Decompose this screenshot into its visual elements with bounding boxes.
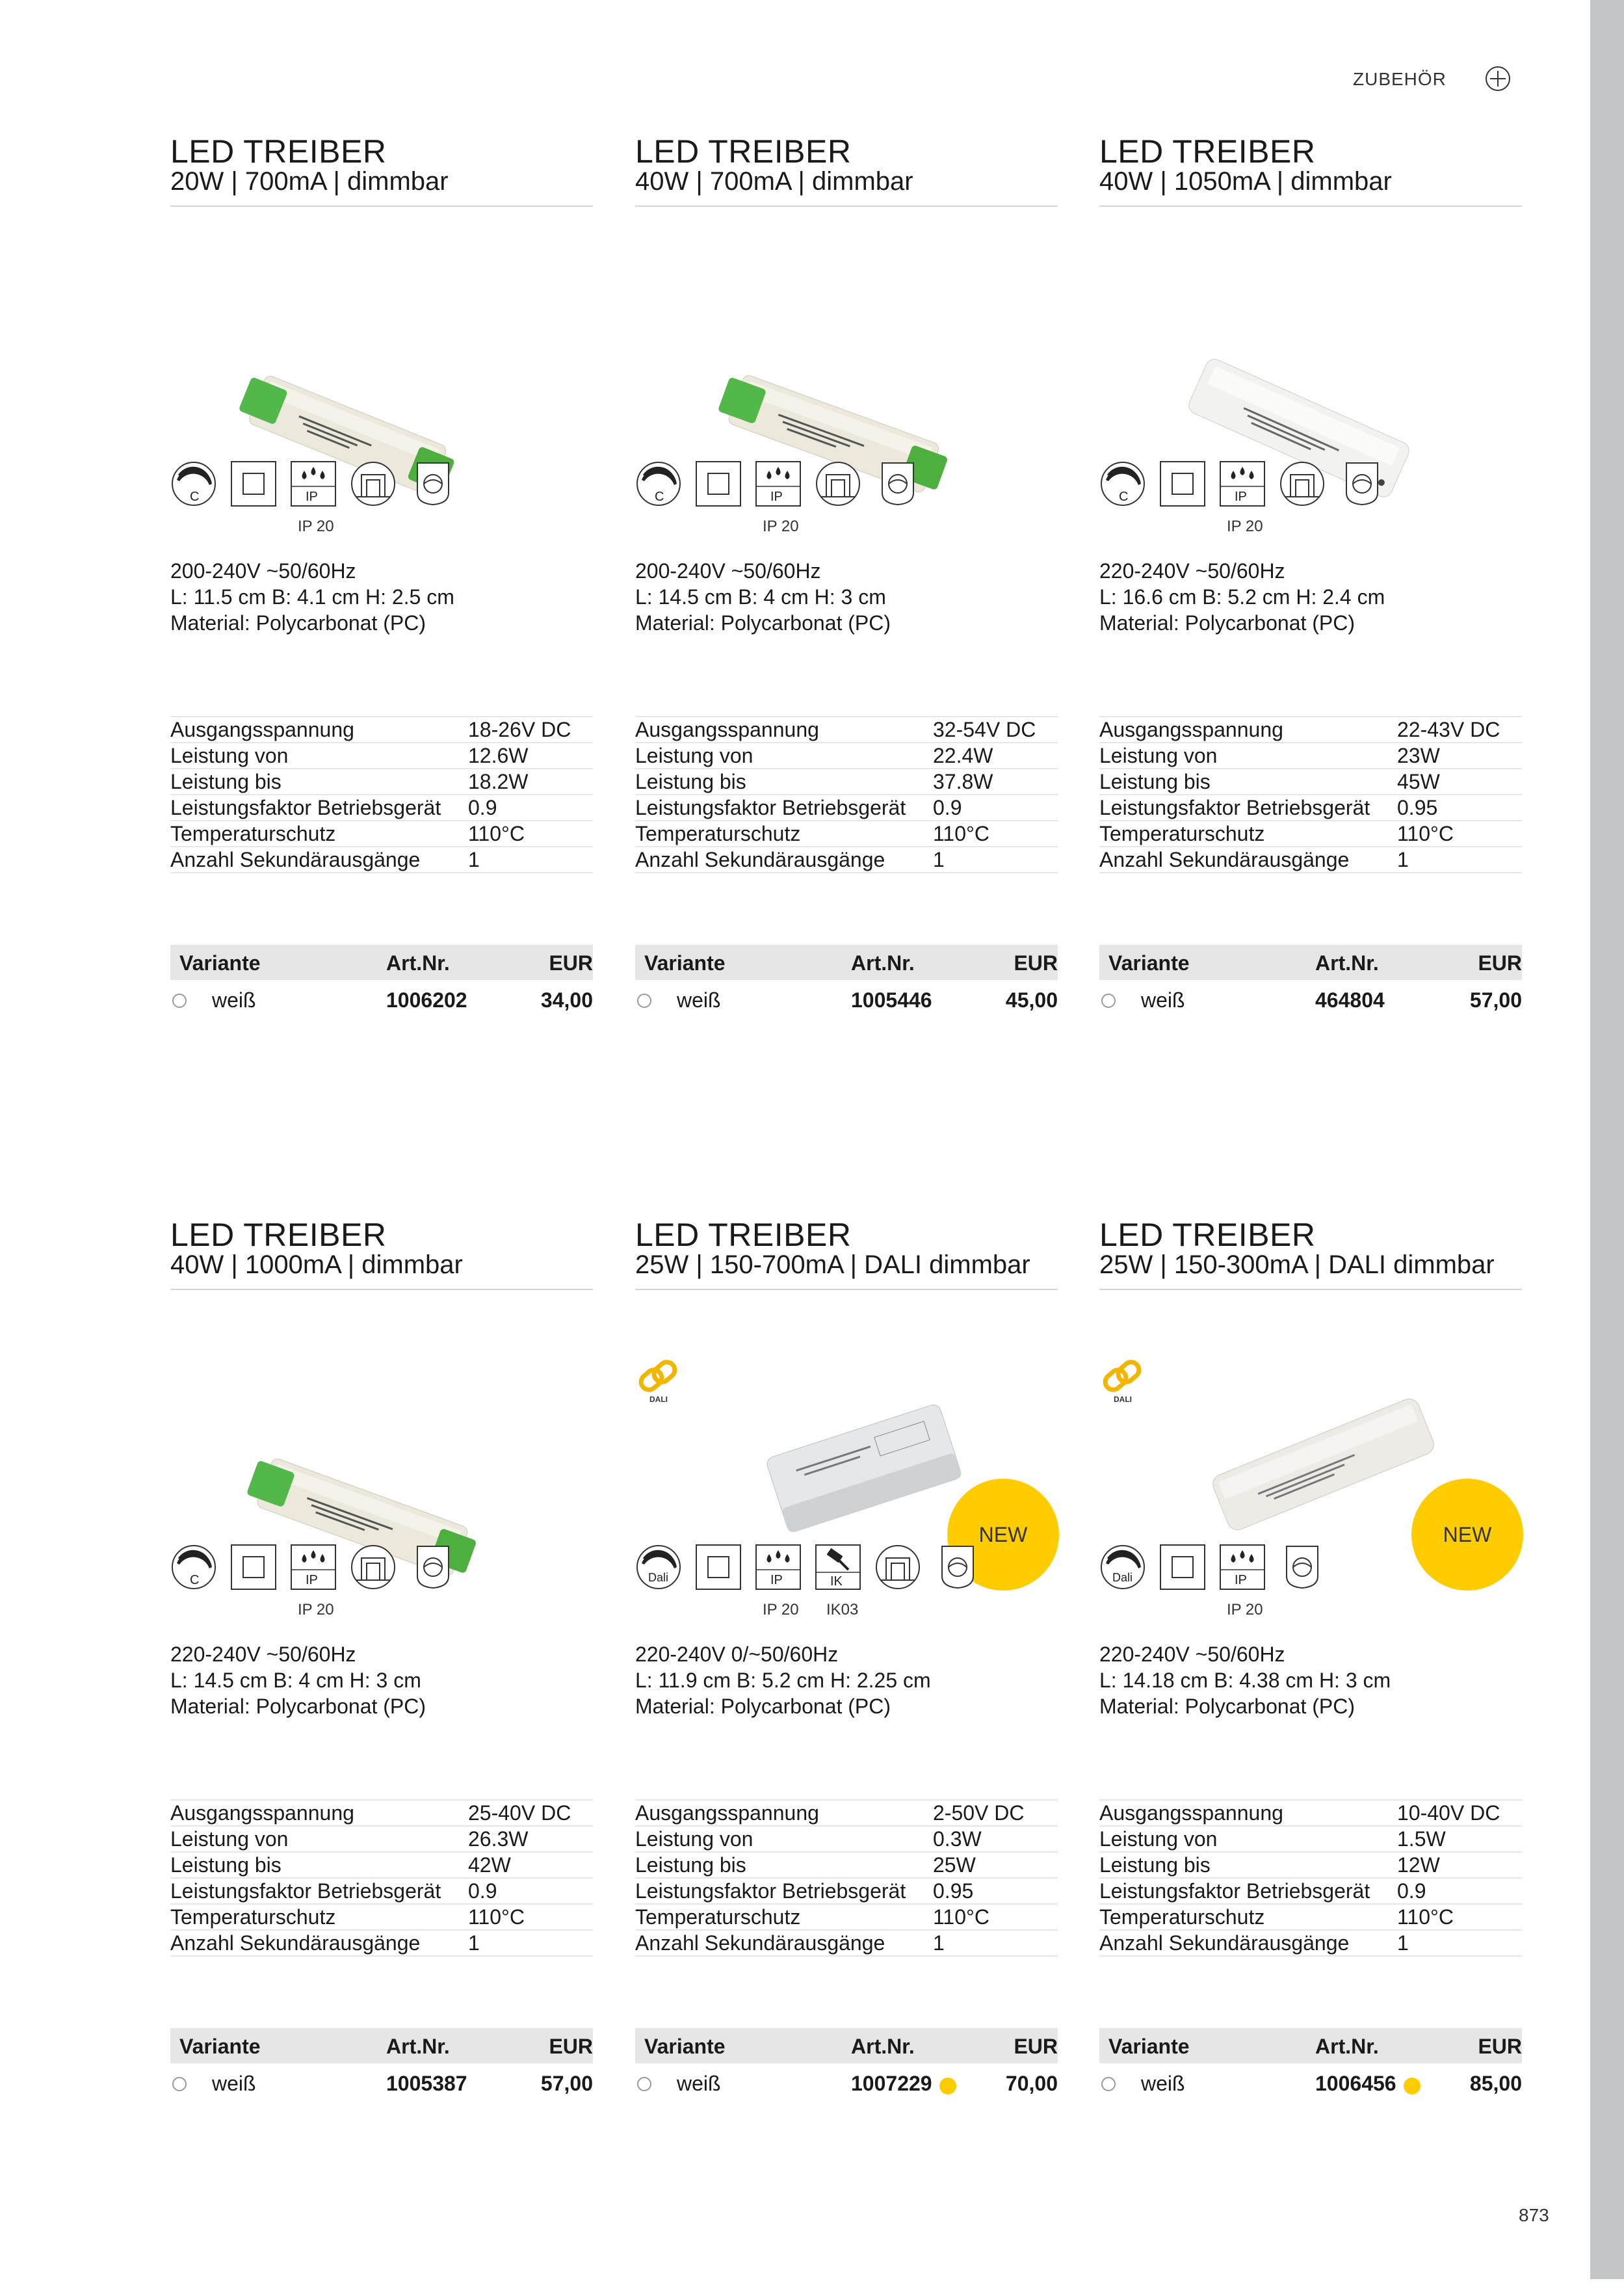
spec-material: Material: Polycarbonat (PC): [170, 611, 426, 635]
mounting-icon: [874, 1544, 921, 1591]
table-row: [1099, 1878, 1522, 1904]
spec-voltage: 220-240V ~50/60Hz: [1099, 1643, 1285, 1666]
icon-row: [1099, 1544, 1522, 1622]
table-row: [635, 847, 1058, 873]
spec-key: Leistung bis: [1099, 769, 1397, 795]
artnr-col-label: Art.Nr.: [851, 951, 915, 975]
variant-header: [635, 2028, 1058, 2063]
spec-lines: [1099, 1641, 1391, 1719]
spec-key: Leistungsfaktor Betriebsgerät: [170, 795, 468, 821]
spec-key: Leistung von: [170, 743, 468, 769]
spec-key: Leistung bis: [1099, 1852, 1397, 1878]
spec-table: [1099, 716, 1522, 873]
table-row: [635, 717, 1058, 743]
spec-key: Leistung von: [170, 1826, 468, 1852]
spec-value: 1.5W: [1397, 1826, 1522, 1852]
spec-value: 22.4W: [933, 743, 1058, 769]
variant-name: weiß: [1141, 2072, 1185, 2095]
protection-class-2-icon: [230, 460, 277, 507]
variant-radio[interactable]: [1101, 994, 1116, 1008]
spec-value: 0.9: [468, 1878, 593, 1904]
variant-row[interactable]: [1099, 2065, 1522, 2098]
dimmable-icon: [1099, 460, 1146, 507]
spec-value: 2-50V DC: [933, 1800, 1058, 1826]
new-badge: NEW: [1411, 1479, 1523, 1591]
product-title: LED TREIBER: [1099, 133, 1316, 170]
ip-rating-icon: [755, 1544, 802, 1591]
protection-class-2-icon: [230, 1544, 277, 1591]
variant-header: [170, 945, 593, 980]
ip-label: IP: [770, 1573, 783, 1587]
ip-label: IP: [306, 1573, 318, 1587]
spec-material: Material: Polycarbonat (PC): [1099, 1695, 1356, 1718]
spec-dimensions: L: 14.5 cm B: 4 cm H: 3 cm: [635, 585, 886, 609]
table-row: [1099, 743, 1522, 769]
spec-table: [1099, 1799, 1522, 1957]
spec-key: Temperaturschutz: [1099, 1904, 1397, 1930]
variant-radio[interactable]: [637, 994, 651, 1008]
eur-col-label: EUR: [1478, 951, 1522, 975]
variant-header: [1099, 945, 1522, 980]
table-row: [635, 1826, 1058, 1852]
spec-value: 18.2W: [468, 769, 593, 795]
article-number: 1005446: [851, 988, 932, 1012]
variant-radio[interactable]: [1101, 2077, 1116, 2091]
icon-row: [170, 460, 593, 538]
thermal-protection-icon: [1279, 1544, 1326, 1591]
spec-dimensions: L: 14.5 cm B: 4 cm H: 3 cm: [170, 1669, 421, 1692]
mounting-icon: [350, 1544, 397, 1591]
spec-key: Leistung von: [1099, 1826, 1397, 1852]
impact-rating-icon: [815, 1544, 861, 1591]
spec-key: Ausgangsspannung: [170, 717, 468, 743]
spec-key: Leistung bis: [170, 1852, 468, 1878]
dimmer-label: C: [655, 490, 664, 504]
table-row: [635, 1878, 1058, 1904]
eur-col-label: EUR: [1014, 951, 1058, 975]
spec-value: 110°C: [1397, 821, 1522, 847]
spec-value: 0.3W: [933, 1826, 1058, 1852]
spec-key: Ausgangsspannung: [635, 717, 933, 743]
spec-value: 0.95: [1397, 795, 1522, 821]
spec-key: Leistungsfaktor Betriebsgerät: [635, 1878, 933, 1904]
ip-rating-icon: [755, 460, 802, 507]
spec-key: Leistung von: [1099, 743, 1397, 769]
thermal-protection-icon: [410, 1544, 456, 1591]
spec-key: Temperaturschutz: [170, 821, 468, 847]
ip-rating-icon: [290, 1544, 337, 1591]
ip-label: IP: [1235, 490, 1247, 504]
spec-value: 1: [1397, 847, 1522, 873]
spec-table: [635, 1799, 1058, 1957]
product-card: [635, 135, 1058, 1202]
article-number: 1006202: [386, 988, 467, 1012]
spec-key: Anzahl Sekundärausgänge: [170, 1930, 468, 1956]
product-card: [170, 1219, 593, 2285]
price: 45,00: [1005, 988, 1058, 1012]
spec-value: 1: [468, 1930, 593, 1956]
table-row: [170, 1800, 593, 1826]
new-indicator-dot: [939, 2078, 956, 2094]
spec-value: 37.8W: [933, 769, 1058, 795]
product-card: [1099, 135, 1522, 1202]
variant-radio[interactable]: [172, 2077, 187, 2091]
table-row: [635, 1930, 1058, 1956]
plus-circle-icon[interactable]: [1485, 66, 1511, 92]
article-number: 1005387: [386, 2072, 467, 2095]
spec-voltage: 220-240V ~50/60Hz: [1099, 559, 1285, 583]
table-row: [170, 1852, 593, 1878]
spec-key: Leistung bis: [170, 769, 468, 795]
price: 70,00: [1005, 2072, 1058, 2095]
thermal-protection-icon: [410, 460, 456, 507]
ip-label: IP: [1235, 1573, 1247, 1587]
ip-label: IP: [306, 490, 318, 504]
icon-row: [170, 1544, 593, 1622]
variant-row[interactable]: [635, 982, 1058, 1014]
product-subtitle: 25W | 150-300mA | DALI dimmbar: [1099, 1251, 1522, 1290]
table-row: [170, 795, 593, 821]
spec-key: Leistungsfaktor Betriebsgerät: [1099, 795, 1397, 821]
ip-caption: IP 20: [763, 1601, 799, 1618]
variant-name: weiß: [212, 2072, 256, 2095]
spec-material: Material: Polycarbonat (PC): [1099, 611, 1356, 635]
table-row: [1099, 1930, 1522, 1956]
spec-lines: [170, 1641, 426, 1719]
table-row: [635, 1852, 1058, 1878]
spec-key: Temperaturschutz: [635, 821, 933, 847]
variant-row[interactable]: [170, 2065, 593, 2098]
article-number: 464804: [1315, 988, 1385, 1012]
variant-col-label: Variante: [179, 2035, 261, 2058]
price: 34,00: [540, 988, 593, 1012]
artnr-col-label: Art.Nr.: [1315, 2035, 1379, 2058]
table-row: [1099, 717, 1522, 743]
dimmer-label: Dali: [648, 1571, 669, 1584]
spec-value: 23W: [1397, 743, 1522, 769]
spec-key: Leistung bis: [635, 769, 933, 795]
variant-row[interactable]: [1099, 982, 1522, 1014]
table-row: [1099, 1904, 1522, 1930]
dimmer-label: C: [1119, 490, 1129, 504]
spec-material: Material: Polycarbonat (PC): [635, 611, 891, 635]
ip-caption: IP 20: [298, 518, 334, 535]
spec-key: Ausgangsspannung: [635, 1800, 933, 1826]
icon-row: [635, 460, 1058, 538]
product-title: LED TREIBER: [635, 1217, 852, 1253]
spec-key: Anzahl Sekundärausgänge: [170, 847, 468, 873]
dimmable-icon: [170, 1544, 217, 1591]
spec-key: Leistungsfaktor Betriebsgerät: [1099, 1878, 1397, 1904]
spec-value: 0.95: [933, 1878, 1058, 1904]
spec-value: 32-54V DC: [933, 717, 1058, 743]
ip-label: IP: [770, 490, 783, 504]
spec-key: Leistungsfaktor Betriebsgerät: [170, 1878, 468, 1904]
dimmable-icon: [170, 460, 217, 507]
spec-value: 26.3W: [468, 1826, 593, 1852]
spec-value: 25-40V DC: [468, 1800, 593, 1826]
spec-key: Temperaturschutz: [635, 1904, 933, 1930]
dali-dimmable-icon: [1099, 1544, 1146, 1591]
variant-row[interactable]: [635, 2065, 1058, 2098]
artnr-col-label: Art.Nr.: [851, 2035, 915, 2058]
ip-rating-icon: [290, 460, 337, 507]
spec-value: 12W: [1397, 1852, 1522, 1878]
table-row: [635, 821, 1058, 847]
spec-key: Anzahl Sekundärausgänge: [635, 847, 933, 873]
table-row: [1099, 1852, 1522, 1878]
eur-col-label: EUR: [1014, 2035, 1058, 2058]
variant-col-label: Variante: [644, 2035, 726, 2058]
spec-value: 110°C: [468, 821, 593, 847]
ip-caption: IP 20: [298, 1601, 334, 1618]
spec-value: 18-26V DC: [468, 717, 593, 743]
table-row: [635, 1904, 1058, 1930]
variant-name: weiß: [212, 988, 256, 1012]
dali-logo-text: DALI: [1114, 1395, 1132, 1404]
spec-key: Temperaturschutz: [1099, 821, 1397, 847]
icon-row: [635, 1544, 1058, 1622]
spec-value: 42W: [468, 1852, 593, 1878]
spec-table: [170, 716, 593, 873]
page-number: 873: [1519, 2205, 1549, 2225]
spec-value: 0.9: [1397, 1878, 1522, 1904]
table-row: [1099, 847, 1522, 873]
spec-value: 0.9: [933, 795, 1058, 821]
product-subtitle: 40W | 700mA | dimmbar: [635, 168, 1058, 207]
product-title: LED TREIBER: [635, 133, 852, 170]
table-row: [1099, 769, 1522, 795]
icon-row: [1099, 460, 1522, 538]
variant-header: [1099, 2028, 1522, 2063]
dimmable-icon: [635, 460, 682, 507]
table-row: [170, 847, 593, 873]
eur-col-label: EUR: [1478, 2035, 1522, 2058]
eur-col-label: EUR: [549, 2035, 593, 2058]
spec-key: Leistungsfaktor Betriebsgerät: [635, 795, 933, 821]
spec-material: Material: Polycarbonat (PC): [170, 1695, 426, 1718]
price: 57,00: [540, 2072, 593, 2095]
variant-radio[interactable]: [637, 2077, 651, 2091]
spec-voltage: 200-240V ~50/60Hz: [635, 559, 821, 583]
price: 85,00: [1469, 2072, 1522, 2095]
spec-table: [170, 1799, 593, 1957]
table-row: [170, 1878, 593, 1904]
spec-material: Material: Polycarbonat (PC): [635, 1695, 891, 1718]
table-row: [635, 743, 1058, 769]
artnr-col-label: Art.Nr.: [386, 951, 450, 975]
spec-value: 110°C: [468, 1904, 593, 1930]
mounting-icon: [815, 460, 861, 507]
eur-col-label: EUR: [549, 951, 593, 975]
dali-dimmable-icon: [635, 1544, 682, 1591]
variant-header: [635, 945, 1058, 980]
spec-voltage: 200-240V ~50/60Hz: [170, 559, 356, 583]
product-title: LED TREIBER: [1099, 1217, 1316, 1253]
variant-row[interactable]: [170, 982, 593, 1014]
new-badge: NEW: [947, 1479, 1059, 1591]
spec-dimensions: L: 14.18 cm B: 4.38 cm H: 3 cm: [1099, 1669, 1391, 1692]
product-title: LED TREIBER: [170, 1217, 387, 1253]
spec-value: 25W: [933, 1852, 1058, 1878]
spec-key: Leistung von: [635, 1826, 933, 1852]
table-row: [170, 1930, 593, 1956]
spec-value: 0.9: [468, 795, 593, 821]
protection-class-2-icon: [1159, 1544, 1206, 1591]
table-row: [635, 1800, 1058, 1826]
spec-dimensions: L: 11.9 cm B: 5.2 cm H: 2.25 cm: [635, 1669, 931, 1692]
spec-lines: [1099, 558, 1385, 636]
section-label: ZUBEHÖR: [1353, 69, 1447, 89]
product-card: [1099, 1219, 1522, 2285]
spec-value: 1: [468, 847, 593, 873]
table-row: [170, 743, 593, 769]
variant-name: weiß: [1141, 988, 1185, 1012]
spec-lines: [170, 558, 454, 636]
spec-key: Temperaturschutz: [170, 1904, 468, 1930]
table-row: [170, 821, 593, 847]
protection-class-2-icon: [695, 460, 742, 507]
spec-value: 22-43V DC: [1397, 717, 1522, 743]
spec-key: Anzahl Sekundärausgänge: [1099, 847, 1397, 873]
spec-key: Anzahl Sekundärausgänge: [1099, 1930, 1397, 1956]
artnr-col-label: Art.Nr.: [1315, 951, 1379, 975]
dimmer-label: C: [190, 1573, 200, 1587]
spec-key: Ausgangsspannung: [170, 1800, 468, 1826]
spec-lines: [635, 558, 891, 636]
variant-col-label: Variante: [1108, 951, 1190, 975]
artnr-col-label: Art.Nr.: [386, 2035, 450, 2058]
variant-name: weiß: [677, 2072, 721, 2095]
dimmer-label: C: [190, 490, 200, 504]
spec-table: [635, 716, 1058, 873]
table-row: [635, 795, 1058, 821]
new-indicator-dot: [1404, 2078, 1421, 2094]
variant-header: [170, 2028, 593, 2063]
ip-caption: IP 20: [1227, 518, 1263, 535]
protection-class-2-icon: [695, 1544, 742, 1591]
variant-col-label: Variante: [1108, 2035, 1190, 2058]
table-row: [1099, 1800, 1522, 1826]
table-row: [170, 1826, 593, 1852]
mounting-icon: [1279, 460, 1326, 507]
spec-value: 110°C: [933, 821, 1058, 847]
product-card: [635, 1219, 1058, 2285]
product-subtitle: 20W | 700mA | dimmbar: [170, 168, 593, 207]
table-row: [170, 717, 593, 743]
spec-key: Ausgangsspannung: [1099, 1800, 1397, 1826]
table-row: [635, 769, 1058, 795]
spec-value: 45W: [1397, 769, 1522, 795]
variant-col-label: Variante: [179, 951, 261, 975]
product-title: LED TREIBER: [170, 133, 387, 170]
article-number: 1007229: [851, 2072, 932, 2095]
spec-key: Leistung bis: [635, 1852, 933, 1878]
table-row: [1099, 821, 1522, 847]
product-subtitle: 40W | 1000mA | dimmbar: [170, 1251, 593, 1290]
spec-value: 110°C: [1397, 1904, 1522, 1930]
spec-key: Leistung von: [635, 743, 933, 769]
ip-rating-icon: [1219, 1544, 1266, 1591]
spec-dimensions: L: 11.5 cm B: 4.1 cm H: 2.5 cm: [170, 585, 454, 609]
dali-logo-text: DALI: [649, 1395, 668, 1404]
dimmer-label: Dali: [1112, 1571, 1133, 1584]
price: 57,00: [1469, 988, 1522, 1012]
spec-lines: [635, 1641, 931, 1719]
table-row: [1099, 1826, 1522, 1852]
ik-label: IK: [830, 1574, 843, 1589]
spec-dimensions: L: 16.6 cm B: 5.2 cm H: 2.4 cm: [1099, 585, 1385, 609]
product-subtitle: 25W | 150-700mA | DALI dimmbar: [635, 1251, 1058, 1290]
thermal-protection-icon: [934, 1544, 981, 1591]
variant-col-label: Variante: [644, 951, 726, 975]
spec-value: 1: [933, 847, 1058, 873]
table-row: [170, 769, 593, 795]
variant-radio[interactable]: [172, 994, 187, 1008]
spec-key: Ausgangsspannung: [1099, 717, 1397, 743]
protection-class-2-icon: [1159, 460, 1206, 507]
product-subtitle: 40W | 1050mA | dimmbar: [1099, 168, 1522, 207]
article-number: 1006456: [1315, 2072, 1396, 2095]
spec-value: 110°C: [933, 1904, 1058, 1930]
table-row: [170, 1904, 593, 1930]
thermal-protection-icon: [1339, 460, 1385, 507]
ip-rating-icon: [1219, 460, 1266, 507]
spec-key: Anzahl Sekundärausgänge: [635, 1930, 933, 1956]
spec-voltage: 220-240V ~50/60Hz: [170, 1643, 356, 1666]
spec-voltage: 220-240V 0/~50/60Hz: [635, 1643, 839, 1666]
ip-caption: IP 20: [1227, 1601, 1263, 1618]
spec-value: 10-40V DC: [1397, 1800, 1522, 1826]
mounting-icon: [350, 460, 397, 507]
spec-value: 1: [933, 1930, 1058, 1956]
variant-name: weiß: [677, 988, 721, 1012]
table-row: [1099, 795, 1522, 821]
page-edge-bar: [1590, 0, 1624, 2279]
thermal-protection-icon: [874, 460, 921, 507]
ip-caption: IP 20: [763, 518, 799, 535]
ik-caption: IK03: [826, 1601, 859, 1618]
spec-value: 1: [1397, 1930, 1522, 1956]
product-card: [170, 135, 593, 1202]
spec-value: 12.6W: [468, 743, 593, 769]
